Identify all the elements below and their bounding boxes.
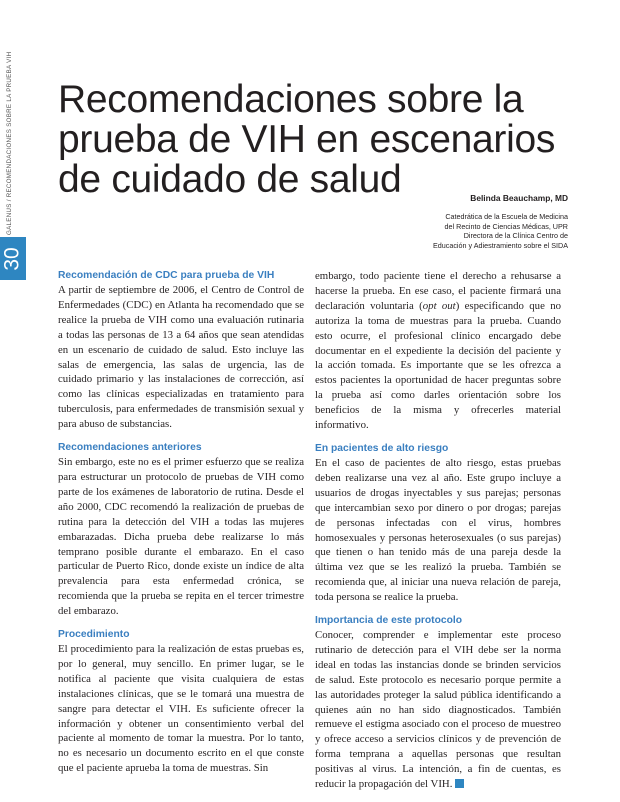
page-number: 30: [0, 246, 24, 271]
running-head-text: GALENUS / RECOMENDACIONES SOBRE LA PRUEBA VIH: [6, 51, 13, 235]
section-body-alto-riesgo: En el caso de pacientes de alto riesgo, estas pruebas deben realizarse una vez al año. Este grupo incluye a usuarios de drogas inyectables y sus parejas; personas que intercambian sexo por dinero o por drogas; parejas de personas infectadas con el virus, hombres homosexuales y personas heterosexuales (o sus parejas) que tienen o han tenido más de una pareja desde la última vez que se les realizó la prueba. También se recomienda que, al iniciar una nueva relación de pareja, toda persona se realice la prueba.: [315, 456, 561, 604]
section-heading-anteriores: Recomendaciones anteriores: [58, 442, 202, 454]
section-body-procedimiento-cont: [315, 269, 561, 433]
article-title: Recomendaciones sobre la prueba de VIH en escenarios de cuidado de salud: [58, 78, 556, 201]
end-of-article-icon: [455, 779, 464, 788]
importancia-text: Conocer, comprender e implementar este proceso rutinario de detección para el VIH debe ser la norma ideal en todas las instancias donde se brinden servicios de salud. Este protocolo es necesario porque permite a las autoridades proteger la salud pública identificando a quienes aún no han sido diagnosticados. También remueve el estigma asociado con el proceso de muestreo y ofrece acceso a servicios clínicos y de prevención de forma temprana a aquellas personas que resultan positivas al virus. La intención, a fin de cuentas, es reducir la propagación del VIH.: [315, 629, 561, 791]
section-body-importancia: [315, 628, 561, 792]
opt-out-term: opt out: [422, 299, 456, 312]
section-body-cdc: A partir de septiembre de 2006, el Centro de Control de Enfermedades (CDC) en Atlanta ha recomendado que se realice la prueba de VIH como una evaluación rutinaria a todas las personas de 13 a 64 años que sean atendidas en un escenario de cuidado de salud. Esto incluye las salas de emergencia, las salas de urgencia, las de cuidado primario y las instalaciones de corrección, así como las clínicas especializadas en tratamiento para tuberculosis, para enfermedades de transmisión sexual y para abuso de substancias.: [58, 284, 304, 431]
right-column: [315, 269, 561, 792]
running-head: [3, 40, 17, 235]
procedimiento-cont-text-2: ) especificando que no autoriza la toma de muestras para la prueba. Cuando esto ocurre, el profesional clínico encargado debe documentar en el expediente la decisión del paciente y la acción tomada. Es importante que se les ofrezca a estos pacientes la oportunidad de hacer preguntas sobre la prueba así como darles orientación sobre los beneficios de la misma y ofrecerles material informativo.: [315, 299, 561, 432]
section-heading-alto-riesgo: En pacientes de alto riesgo: [315, 442, 449, 454]
author-affiliation-line: Catedrática de la Escuela de Medicina: [445, 212, 568, 221]
page-number-tab: [0, 237, 26, 280]
section-heading-procedimiento: Procedimiento: [58, 629, 130, 641]
section-heading-importancia: Importancia de este protocolo: [315, 615, 463, 627]
author-affiliation-line: Educación y Adiestramiento sobre el SIDA: [432, 240, 568, 250]
left-column: [58, 269, 304, 776]
procedimiento-cont-text-1: embargo, todo paciente tiene el derecho a rehusarse a hacerse la prueba. En ese caso, el paciente firmará una declaración voluntaria (: [315, 270, 561, 312]
author-name: Belinda Beauchamp, MD: [470, 193, 568, 203]
author-affiliation-line: Directora de la Clínica Centro de: [463, 231, 568, 241]
section-body-anteriores: Sin embargo, este no es el primer esfuerzo que se realiza para estructurar un protocolo de pruebas de VIH como parte de los exámenes de laboratorio de rutina. Desde el año 2000, CDC recomendó la realización de pruebas de rutina para la detección del VIH a todas las mujeres embarazadas. Dicha prueba debe realizarse lo más temprano posible durante el embarazo. En el caso particular de Puerto Rico, donde existe un índice de alta prevalencia para esta enfermedad crónica, se recomienda que la prueba se repita en el tercer trimestre del embarazo.: [58, 456, 304, 618]
author-block: [308, 193, 568, 250]
section-body-procedimiento: El procedimiento para la realización de estas pruebas es, por lo general, muy sencillo. En primer lugar, se le notifica al paciente que visita cualquiera de estas instalaciones clínicas, que se le tomará una muestra de sangre para detectar el VIH. Es suficiente ofrecer la información y obtener un consentimiento verbal del paciente al momento de tomar la muestra. Por lo tanto, no es necesario un documento escrito en el que conste que el paciente aprueba la toma de muestras. Sin: [58, 643, 304, 775]
author-affiliation-line: del Recinto de Ciencias Médicas, UPR: [444, 221, 568, 231]
section-heading-cdc: Recomendación de CDC para prueba de VIH: [58, 270, 275, 281]
